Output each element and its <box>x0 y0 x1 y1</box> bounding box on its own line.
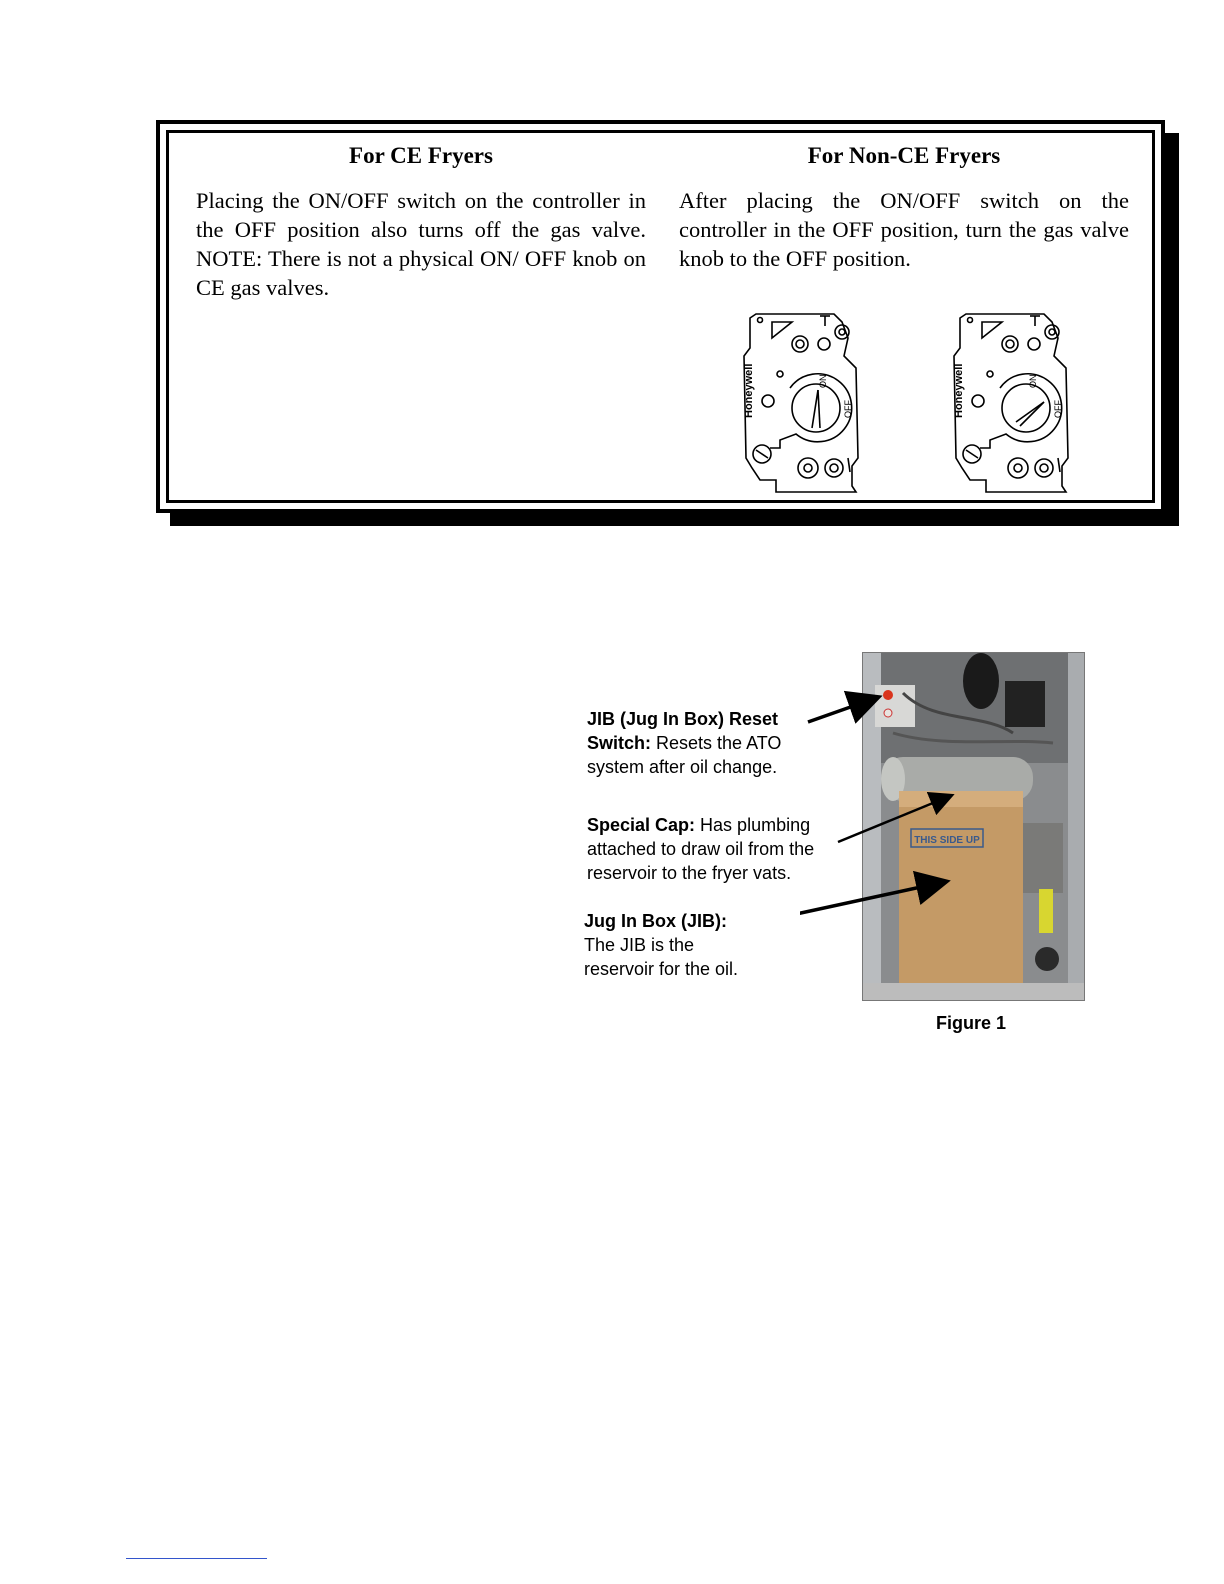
footnote-rule <box>126 1558 267 1559</box>
callout-jug-in-box <box>584 909 759 981</box>
box-label: THIS SIDE UP <box>914 835 980 846</box>
callout-label: Special Cap: <box>587 815 696 835</box>
valve-off-label: OFF <box>1053 400 1063 418</box>
non-ce-fryers-text: After placing the ON/OFF switch on the controller in the OFF position, turn the gas valve knob to the OFF position. <box>679 188 1129 271</box>
callout-jib-reset-switch <box>587 707 827 779</box>
callout-text: The JIB is the reservoir for the oil. <box>584 935 739 979</box>
arrow-jug-in-box <box>800 882 944 924</box>
valve-on-label: ON <box>818 374 828 388</box>
callout-label: JIB (Jug In Box) Reset Switch: <box>587 709 779 753</box>
non-ce-fryers-heading: For Non-CE Fryers <box>807 143 1001 168</box>
callout-arrows <box>800 680 960 930</box>
callout-label: Jug In Box (JIB): <box>584 911 727 931</box>
figure-caption: Figure 1 <box>936 1013 1007 1033</box>
ce-fryers-heading: For CE Fryers <box>349 143 493 168</box>
arrow-special-cap <box>838 796 950 842</box>
callout-text: Resets the ATO system after oil change. <box>587 733 782 777</box>
gas-valve-on-illustration <box>736 308 868 498</box>
arrow-jib-reset-switch <box>808 698 876 722</box>
callout-text: Has plumbing attached to draw oil from the reservoir to the fryer vats. <box>587 815 815 883</box>
ce-fryers-text: Placing the ON/OFF switch on the controller in the OFF position also turns off the gas valve. NOTE: There is not a physical ON/ OFF knob on CE gas valves. <box>196 188 646 300</box>
valve-off-label: OFF <box>843 400 853 418</box>
valve-brand-label: Honeywell <box>743 363 755 418</box>
valve-brand-label: Honeywell <box>953 363 965 418</box>
gas-valve-off-illustration <box>946 308 1078 498</box>
valve-on-label: ON <box>1028 374 1038 388</box>
